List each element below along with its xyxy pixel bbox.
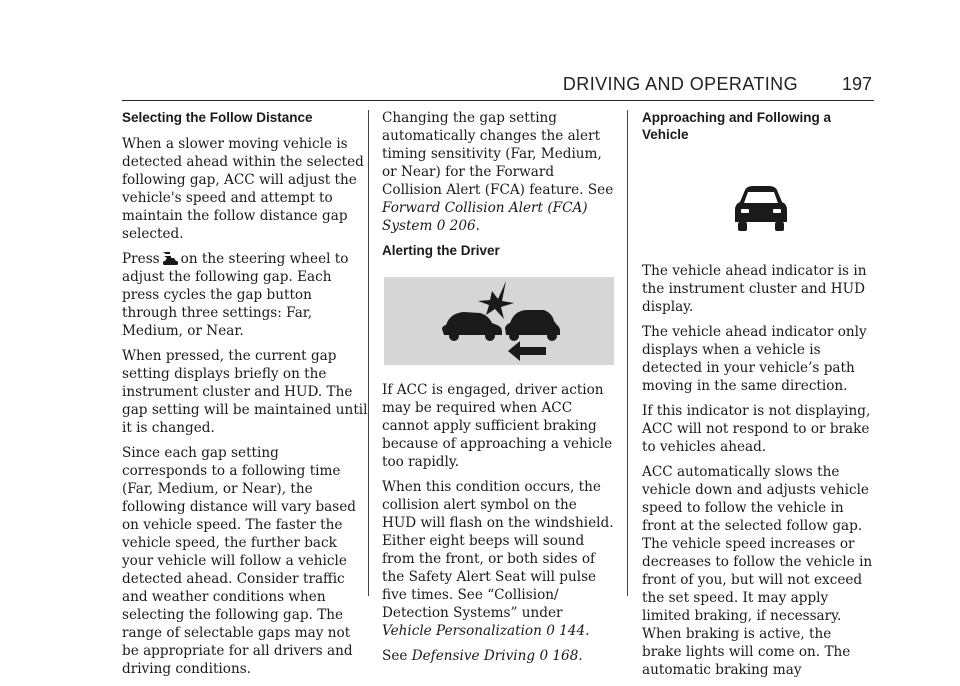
link-defensive-driving[interactable]: Defensive Driving [411,648,536,664]
press-word: Press [122,251,160,267]
text: See [382,648,408,664]
paragraph-press [122,250,368,340]
column-divider [368,110,369,596]
paragraph: The vehicle ahead indicator only displays when a vehicle is detected in your vehicle’s path moving in the same direction. [642,324,867,394]
link-vehicle-personalization[interactable]: Vehicle Personalization [382,623,542,639]
paragraph: If this indicator is not displaying, ACC will not respond to or brake to vehicles ahead. [642,403,871,455]
page-header [122,66,874,101]
paragraph-condition [382,478,614,640]
paragraph: When pressed, the current gap setting displays briefly on the instrument cluster and HUD. The gap setting will be maintained until it is changed. [122,348,368,436]
page-ref: 0 144. [546,623,590,639]
collision-alert-illustration [384,277,614,365]
page-ref: 0 168. [539,648,583,664]
paragraph: When a slower moving vehicle is detected ahead within the selected following gap, ACC will adjust the vehicle's speed and attempt to maintain the follow distance gap selected. [122,136,364,242]
follow-gap-icon [160,250,180,266]
paragraph: Since each gap setting corresponds to a following time (Far, Medium, or Near), the following distance will vary based on vehicle speed. The faster the vehicle speed, the further back your vehicle will follow a vehicle detected ahead. Consider traffic and weather conditions when selecting the following gap. The range of selectable gaps may not be appropriate for all drivers and driving conditions. [122,445,356,677]
paragraph-gap-setting [382,109,614,235]
link-fca[interactable]: Forward Collision Alert (FCA) System [382,200,588,234]
paragraph: The vehicle ahead indicator is in the instrument cluster and HUD display. [642,263,867,315]
section-title: DRIVING AND OPERATING [562,74,798,94]
column-divider [627,110,628,596]
paragraph: ACC automatically slows the vehicle down and adjusts vehicle speed to follow the vehicle in front at the selected follow gap. The vehicle speed increases or decreases to follow the vehicle in front of you, but will not exceed the set speed. It may apply limited braking, if necessary. When braking is active, the brake lights will come on. The automatic braking may [642,464,873,678]
collision-star-icon [478,281,514,319]
column-1 [122,109,368,685]
heading-follow-distance: Selecting the Follow Distance [122,110,313,125]
car-right-icon [505,310,560,341]
press-rest: on the steering wheel to adjust the following gap. Each press cycles the gap button through three settings: Far, Medium, or Near. [122,251,349,339]
arrow-left-icon [508,341,546,361]
page-number: 197 [841,74,872,94]
paragraph: If ACC is engaged, driver action may be required when ACC cannot apply sufficient braking because of approaching a vehicle too rapidly. [382,382,613,470]
column-3 [642,109,874,686]
text: When this condition occurs, the collision alert symbol on the HUD will flash on the windshield. Either eight beeps will sound from the front, or both sides of the Safety Alert Seat will pulse five times. See “Collision/ Detection Systems” under [382,479,614,621]
vehicle-ahead-icon [731,184,791,234]
page-ref: 0 206. [436,218,480,234]
heading-approaching-vehicle: Approaching and Following a Vehicle [642,110,831,142]
column-2 [382,109,614,672]
car-left-icon [442,312,502,341]
paragraph-see [382,647,614,665]
text: Changing the gap setting automatically changes the alert timing sensitivity (Far, Medium, or Near) for the Forward Collision Alert (FCA) feature. See [382,110,614,198]
heading-alerting-driver: Alerting the Driver [382,243,500,258]
